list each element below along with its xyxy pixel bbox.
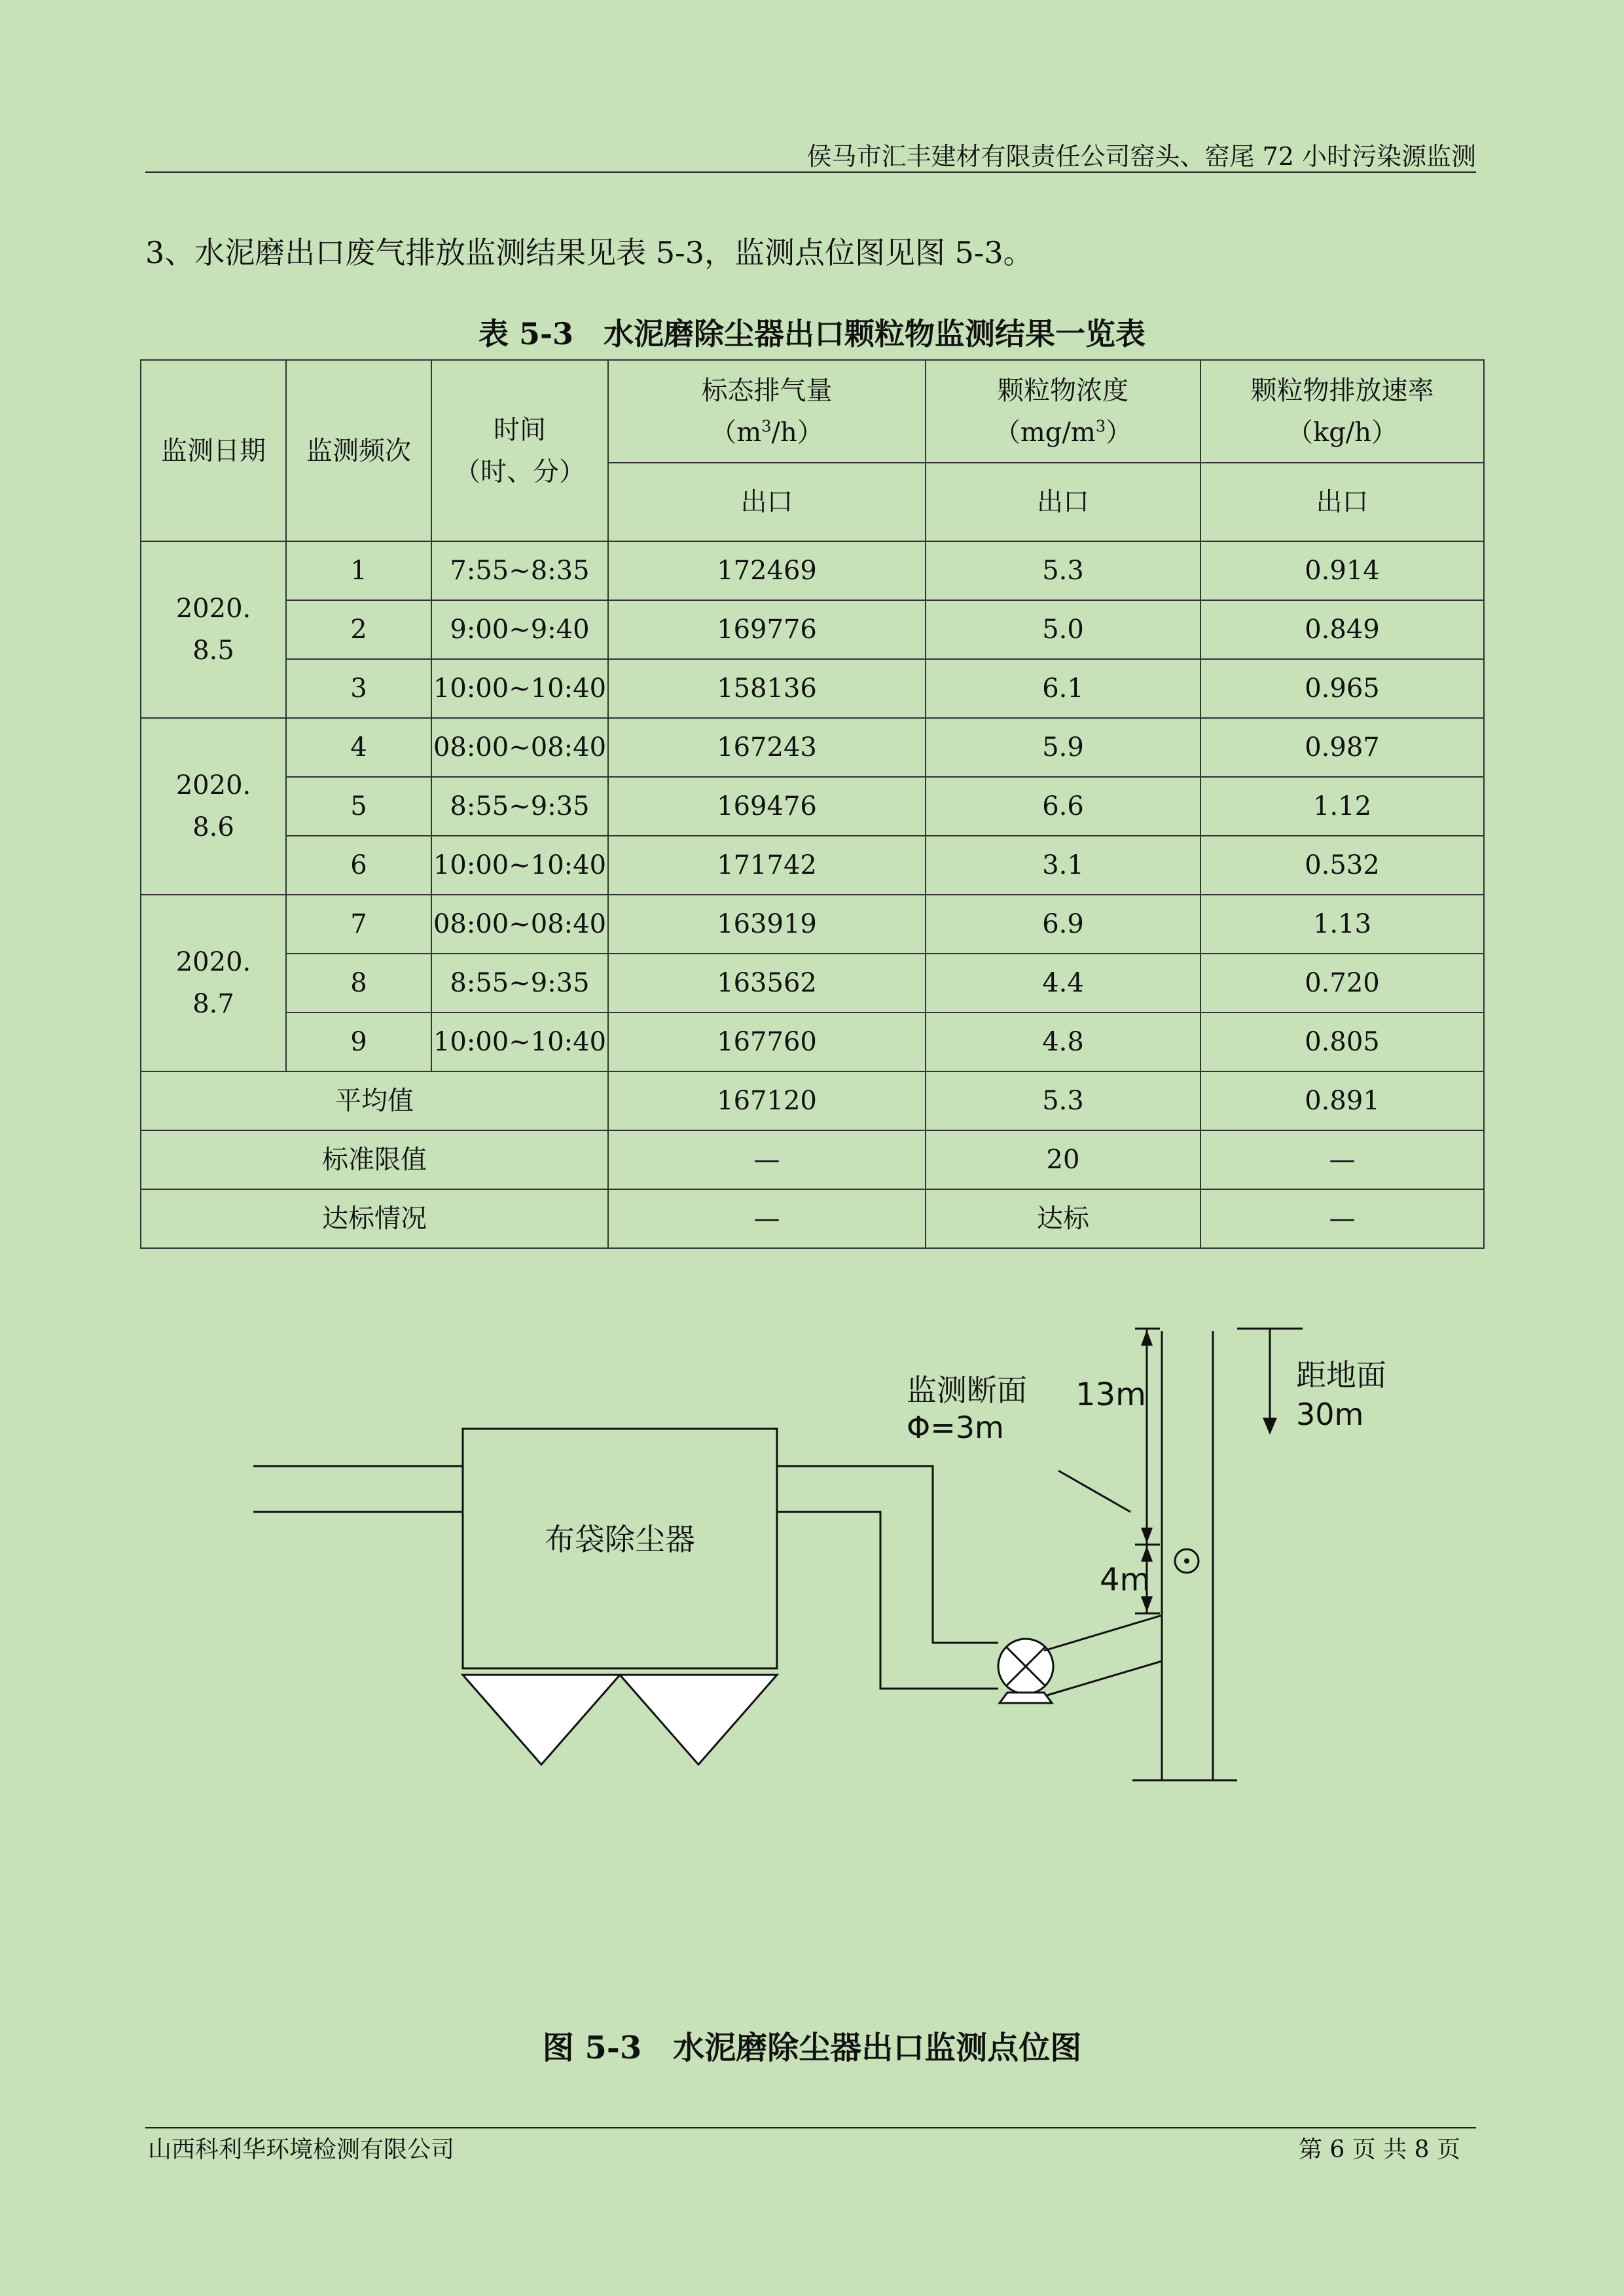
- table-row: [141, 777, 1484, 836]
- time-cell: 8:55~9:35: [431, 954, 608, 1013]
- monitoring-point-diagram: [0, 1302, 1624, 1957]
- time-cell: 7:55~8:35: [431, 541, 608, 600]
- table-row: [141, 836, 1484, 895]
- flow-cell: 171742: [608, 836, 926, 895]
- rate-cell: 0.849: [1200, 600, 1484, 659]
- intro-paragraph: 3、水泥磨出口废气排放监测结果见表 5-3，监测点位图见图 5-3。: [145, 235, 1034, 270]
- fan-base: [1000, 1693, 1052, 1703]
- frequency-cell: 3: [286, 659, 431, 718]
- frequency-cell: 7: [286, 895, 431, 954]
- table-row: [141, 600, 1484, 659]
- height-arrow-head: [1263, 1418, 1277, 1435]
- collector-label: 布袋除尘器: [545, 1522, 695, 1557]
- summary-label-cell: 平均值: [141, 1071, 608, 1130]
- summary-label-cell: 达标情况: [141, 1189, 608, 1248]
- frequency-cell: 1: [286, 541, 431, 600]
- table-row: [141, 541, 1484, 600]
- flow-cell: 167760: [608, 1013, 926, 1071]
- concentration-cell: 4.8: [926, 1013, 1200, 1071]
- concentration-cell: 4.4: [926, 954, 1200, 1013]
- header-flow-label: 标态排气量: [701, 375, 833, 406]
- footer-page-number: 第 6 页 共 8 页: [1298, 2136, 1460, 2163]
- concentration-cell: 5.3: [926, 541, 1200, 600]
- summary-flow-cell: 167120: [608, 1071, 926, 1130]
- header-frequency: 监测频次: [286, 360, 431, 541]
- section-label: 监测断面: [907, 1372, 1027, 1408]
- flow-cell: 167243: [608, 718, 926, 777]
- concentration-cell: 5.9: [926, 718, 1200, 777]
- rate-cell: 0.720: [1200, 954, 1484, 1013]
- time-cell: 10:00~10:40: [431, 1013, 608, 1071]
- table-row: [141, 659, 1484, 718]
- header-flow: [608, 360, 926, 463]
- rate-cell: 1.13: [1200, 895, 1484, 954]
- arrow-4m-top: [1141, 1546, 1153, 1562]
- results-table: [140, 359, 1485, 1249]
- rate-cell: 0.987: [1200, 718, 1484, 777]
- table-row: [141, 954, 1484, 1013]
- section-leader-line: [1058, 1471, 1130, 1512]
- concentration-cell: 6.1: [926, 659, 1200, 718]
- fan-link-top: [1044, 1615, 1162, 1651]
- time-cell: 8:55~9:35: [431, 777, 608, 836]
- hopper-left: [463, 1675, 620, 1765]
- flow-cell: 163562: [608, 954, 926, 1013]
- concentration-cell: 3.1: [926, 836, 1200, 895]
- concentration-cell: 6.6: [926, 777, 1200, 836]
- summary-concentration-cell: 达标: [926, 1189, 1200, 1248]
- header-concentration: [926, 360, 1200, 463]
- arrow-13m-bottom: [1141, 1528, 1153, 1543]
- flow-cell: 163919: [608, 895, 926, 954]
- summary-rate-cell: 0.891: [1200, 1071, 1484, 1130]
- header-rule: [145, 171, 1476, 173]
- summary-concentration-cell: 20: [926, 1130, 1200, 1189]
- time-cell: 10:00~10:40: [431, 659, 608, 718]
- sampling-port-dot: [1184, 1558, 1189, 1564]
- summary-row: [141, 1189, 1484, 1248]
- fan-link-bottom: [1047, 1661, 1162, 1695]
- header-outlet-conc: 出口: [926, 463, 1200, 541]
- height-label: 距地面: [1296, 1357, 1386, 1393]
- header-rate-unit: （kg/h）: [1286, 417, 1398, 448]
- header-time-label: 时间: [494, 414, 546, 445]
- header-rate-label: 颗粒物排放速率: [1250, 375, 1434, 406]
- frequency-cell: 4: [286, 718, 431, 777]
- header-flow-unit: $(m^3/h)$: [710, 417, 823, 448]
- date-cell: 2020. 8.5: [141, 541, 286, 718]
- header-rate: [1200, 360, 1484, 463]
- flow-cell: 169476: [608, 777, 926, 836]
- summary-row: [141, 1071, 1484, 1130]
- dim-4m-label: 4m: [1100, 1562, 1151, 1598]
- date-cell: 2020. 8.7: [141, 895, 286, 1071]
- table-row: [141, 718, 1484, 777]
- height-value: 30m: [1296, 1397, 1364, 1432]
- dim-13m-label: 13m: [1075, 1376, 1146, 1413]
- summary-rate-cell: —: [1200, 1189, 1484, 1248]
- figure-caption: 图 5-3 水泥磨除尘器出口监测点位图: [542, 2030, 1082, 2066]
- table-row: [141, 895, 1484, 954]
- summary-concentration-cell: 5.3: [926, 1071, 1200, 1130]
- time-cell: 08:00~08:40: [431, 718, 608, 777]
- table-row: [141, 1013, 1484, 1071]
- diameter-label: Φ=3m: [907, 1410, 1004, 1445]
- header-outlet-flow: 出口: [608, 463, 926, 541]
- frequency-cell: 6: [286, 836, 431, 895]
- frequency-cell: 5: [286, 777, 431, 836]
- summary-flow-cell: —: [608, 1189, 926, 1248]
- outlet-duct-bottom: [777, 1512, 998, 1689]
- header-time-unit: （时、分）: [454, 456, 585, 487]
- concentration-cell: 6.9: [926, 895, 1200, 954]
- arrow-4m-bottom: [1141, 1596, 1153, 1612]
- summary-row: [141, 1130, 1484, 1189]
- header-title: 侯马市汇丰建材有限责任公司窑头、窑尾 72 小时污染源监测: [806, 142, 1476, 171]
- summary-label-cell: 标准限值: [141, 1130, 608, 1189]
- rate-cell: 0.532: [1200, 836, 1484, 895]
- header-date: 监测日期: [141, 360, 286, 541]
- footer-company: 山西科利华环境检测有限公司: [148, 2136, 455, 2163]
- time-cell: 10:00~10:40: [431, 836, 608, 895]
- rate-cell: 0.965: [1200, 659, 1484, 718]
- concentration-cell: 5.0: [926, 600, 1200, 659]
- rate-cell: 1.12: [1200, 777, 1484, 836]
- summary-rate-cell: —: [1200, 1130, 1484, 1189]
- rate-cell: 0.805: [1200, 1013, 1484, 1071]
- header-conc-label: 颗粒物浓度: [998, 375, 1128, 406]
- flow-cell: 169776: [608, 600, 926, 659]
- header-outlet-rate: 出口: [1200, 463, 1484, 541]
- arrow-13m-top: [1141, 1330, 1153, 1346]
- summary-flow-cell: —: [608, 1130, 926, 1189]
- frequency-cell: 2: [286, 600, 431, 659]
- rate-cell: 0.914: [1200, 541, 1484, 600]
- outlet-duct-top: [777, 1466, 998, 1643]
- header-time: [431, 360, 608, 541]
- table-caption: 表 5-3 水泥磨除尘器出口颗粒物监测结果一览表: [478, 316, 1146, 351]
- footer-rule: [145, 2127, 1476, 2128]
- time-cell: 08:00~08:40: [431, 895, 608, 954]
- frequency-cell: 8: [286, 954, 431, 1013]
- time-cell: 9:00~9:40: [431, 600, 608, 659]
- frequency-cell: 9: [286, 1013, 431, 1071]
- flow-cell: 158136: [608, 659, 926, 718]
- hopper-right: [620, 1675, 777, 1765]
- flow-cell: 172469: [608, 541, 926, 600]
- header-conc-unit: $(mg/m^3)$: [994, 417, 1132, 448]
- date-cell: 2020. 8.6: [141, 718, 286, 895]
